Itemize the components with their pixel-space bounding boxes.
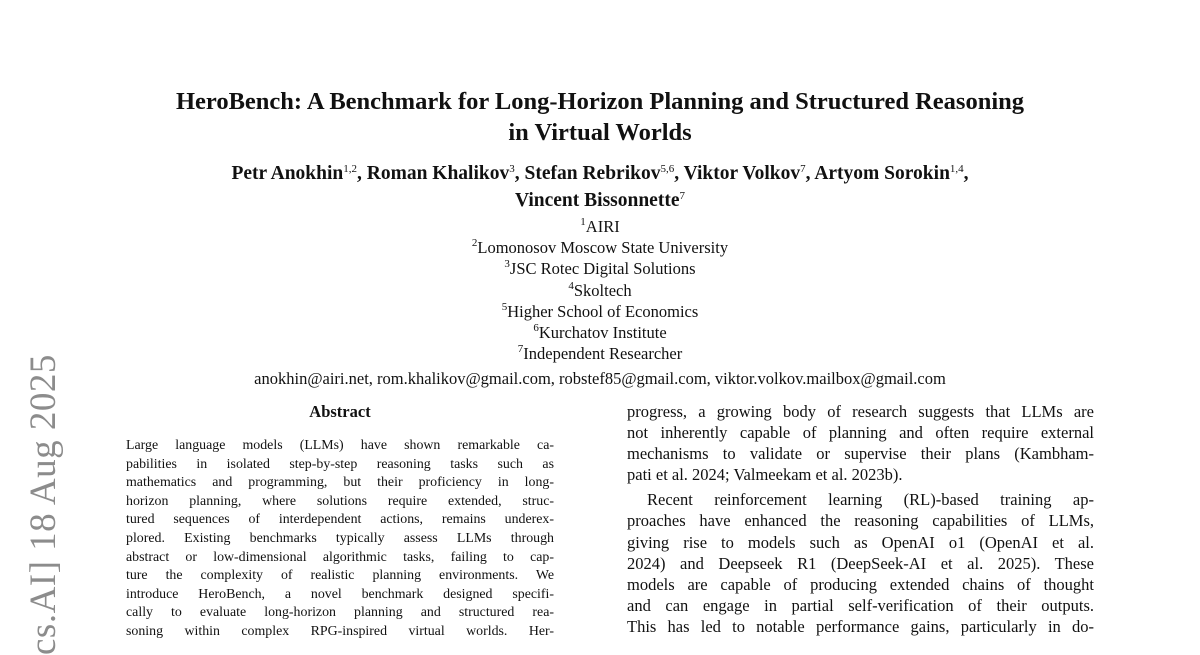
author-emails: anokhin@airi.net, rom.khalikov@gmail.com, robstef85@gmail.com, viktor.volkov.mailbox@gmail.com [254,369,946,388]
abstract-line: abstract or low-dimensional algorithmic tasks, failing to cap- [126,549,554,565]
author: Petr Anokhin$^{1,2}$, [231,163,367,184]
paper-title [100,86,1100,148]
text-line: giving rise to models such as OpenAI o1 (OpenAI et al. [627,532,1094,552]
author-line-2 [100,187,1100,214]
affiliation: $^3$JSC Rotec Digital Solutions [504,258,696,279]
arxiv-identifier-stamp: cs.AI] 18 Aug 2025 [23,354,64,655]
abstract-line: mathematics and programming, but their proficiency in long- [126,475,554,491]
text-line: proaches have enhanced the reasoning capabilities of LLMs, [627,511,1094,531]
abstract-body [126,437,554,642]
text-line: and can engage in partial self-verification of their outputs. [627,595,1094,615]
author: Stefan Rebrikov$^{5,6}$, [524,163,684,184]
title-line-1: HeroBench: A Benchmark for Long-Horizon Planning and Structured Reasoning [175,88,1025,115]
title-line-2: in Virtual Worlds [508,119,692,146]
abstract-line: horizon planning, where solutions require extended, struc- [126,493,554,509]
abstract-line: Large language models (LLMs) have shown remarkable ca- [126,438,554,453]
text-line: progress, a growing body of research suggests that LLMs are [627,402,1094,421]
text-line: models are capable of producing extended chains of thought [627,574,1094,594]
text-line: not inherently capable of planning and often require external [627,423,1094,443]
affiliation: $^7$Independent Researcher [517,343,683,364]
text-line: This has led to notable performance gains, particularly in do- [627,616,1094,636]
affiliation: $^4$Skoltech [568,279,632,300]
text-line: 2024) and Deepseek R1 (DeepSeek-AI et al. 2025). These [627,553,1094,573]
author-line-1 [100,160,1100,187]
affiliation-list [100,216,1100,364]
affiliation: $^5$Higher School of Economics [501,300,699,321]
abstract-line: pabilities in isolated step-by-step reasoning tasks such as [126,456,554,472]
paragraph [627,401,1094,485]
text-line: Recent reinforcement learning (RL)-based training ap- [647,490,1094,510]
author-list [100,160,1100,214]
abstract-line: introduce HeroBench, a novel benchmark designed specifi- [126,586,554,602]
author: Artyom Sorokin$^{1,4}$, [814,163,969,184]
affiliation: $^6$Kurchatov Institute [533,322,667,343]
affiliation: $^1$AIRI [580,216,620,236]
abstract-line: soning within complex RPG-inspired virtual worlds. Her- [126,623,554,639]
abstract-line: tured sequences of interdependent actions, remains underex- [126,512,554,528]
paragraph [627,489,1094,637]
abstract-line: plored. Existing benchmarks typically assess LLMs through [126,530,554,546]
text-line: pati et al. 2024; Valmeekam et al. 2023b). [627,465,903,485]
text-line: mechanisms to validate or supervise their plans (Kambham- [627,444,1094,464]
body-text-right-column [627,401,1094,637]
affiliation: $^2$Lomonosov Moscow State University [471,237,729,258]
abstract-heading: Abstract [309,402,371,421]
author: Roman Khalikov$^3$, [366,163,525,184]
abstract-line: ture the complexity of realistic planning environments. We [126,568,554,584]
author: Viktor Volkov$^7$, [683,163,815,184]
author: Vincent Bissonnette$^7$ [515,190,685,211]
abstract-line: cally to evaluate long-horizon planning and structured rea- [126,605,554,621]
